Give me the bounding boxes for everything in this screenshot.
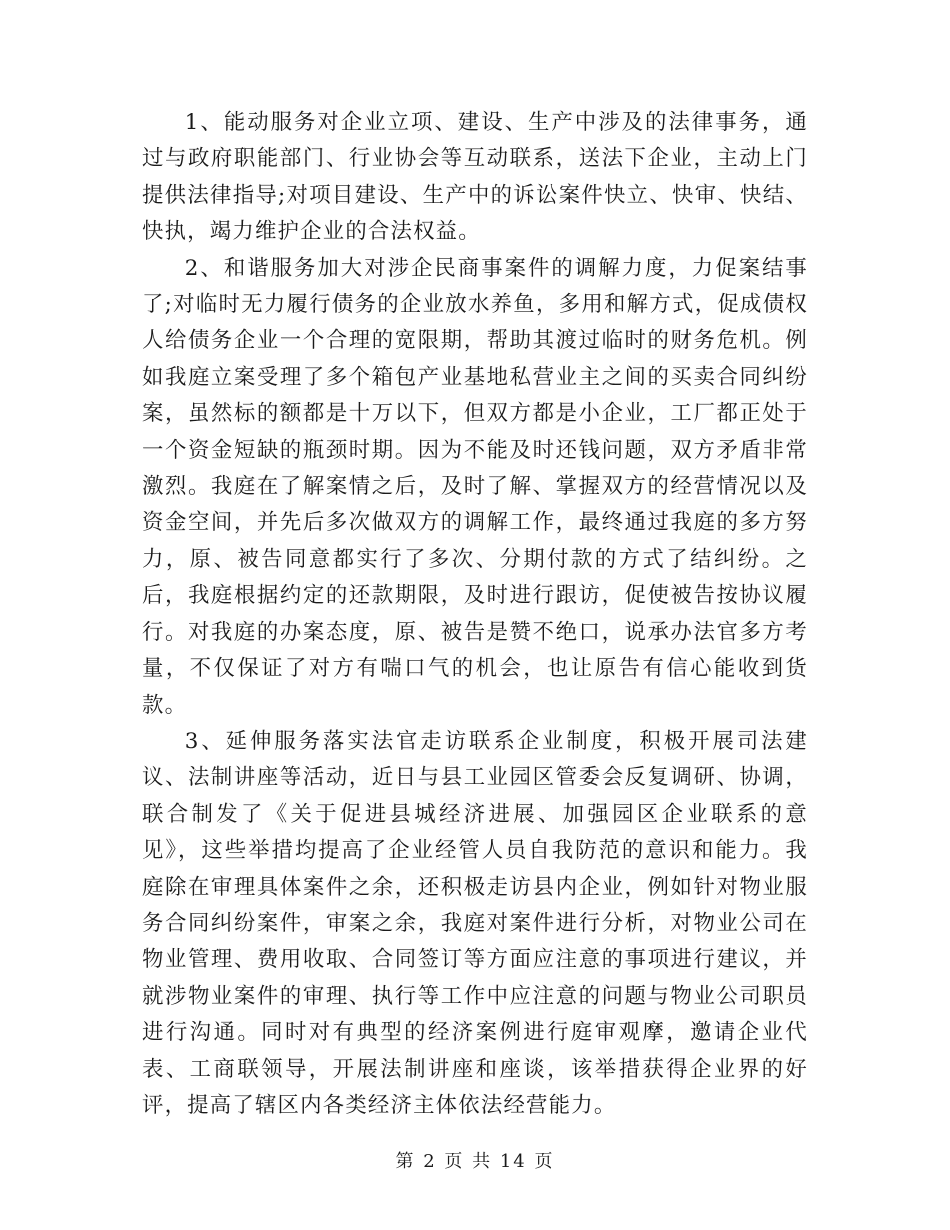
paragraph-2: 2、和谐服务加大对涉企民商事案件的调解力度，力促案结事了;对临时无力履行债务的企业放水养鱼，多用和解方式，促成债权人给债务企业一个合理的宽限期，帮助其渡过临时的财务危机。例如我庭立案受理了多个箱包产业基地私营业主之间的买卖合同纠纷案，虽然标的额都是十万以下，但双方都是小企业，工厂都正处于一个资金短缺的瓶颈时期。因为不能及时还钱问题，双方矛盾非常激烈。我庭在了解案情之后，及时了解、掌握双方的经营情况以及资金空间，并先后多次做双方的调解工作，最终通过我庭的多方努力，原、被告同意都实行了多次、分期付款的方式了结纠纷。之后，我庭根据约定的还款期限，及时进行跟访，促使被告按协议履行。对我庭的办案态度，原、被告是赞不绝口，说承办法官多方考量，不仅保证了对方有喘口气的机会，也让原告有信心能收到货款。 xyxy=(142,255,808,718)
paragraph-3: 3、延伸服务落实法官走访联系企业制度，积极开展司法建议、法制讲座等活动，近日与县工业园区管委会反复调研、协调，联合制发了《关于促进县城经济进展、加强园区企业联系的意见》，这些举措均提高了企业经管人员自我防范的意识和能力。我庭除在审理具体案件之余，还积极走访县内企业，例如针对物业服务合同纠纷案件，审案之余，我庭对案件进行分析，对物业公司在物业管理、费用收取、合同签订等方面应注意的事项进行建议，并就涉物业案件的审理、执行等工作中应注意的问题与物业公司职员进行沟通。同时对有典型的经济案例进行庭审观摩，邀请企业代表、工商联领导，开展法制讲座和座谈，该举措获得企业界的好评，提高了辖区内各类经济主体依法经营能力。 xyxy=(142,728,808,1118)
document-body xyxy=(142,105,808,1124)
page-footer xyxy=(0,1147,950,1173)
page-number-label: 第 2 页 共 14 页 xyxy=(395,1151,555,1172)
paragraph-1: 1、能动服务对企业立项、建设、生产中涉及的法律事务，通过与政府职能部门、行业协会等互动联系，送法下企业，主动上门提供法律指导;对项目建设、生产中的诉讼案件快立、快审、快结、快执，竭力维护企业的合法权益。 xyxy=(142,110,808,245)
